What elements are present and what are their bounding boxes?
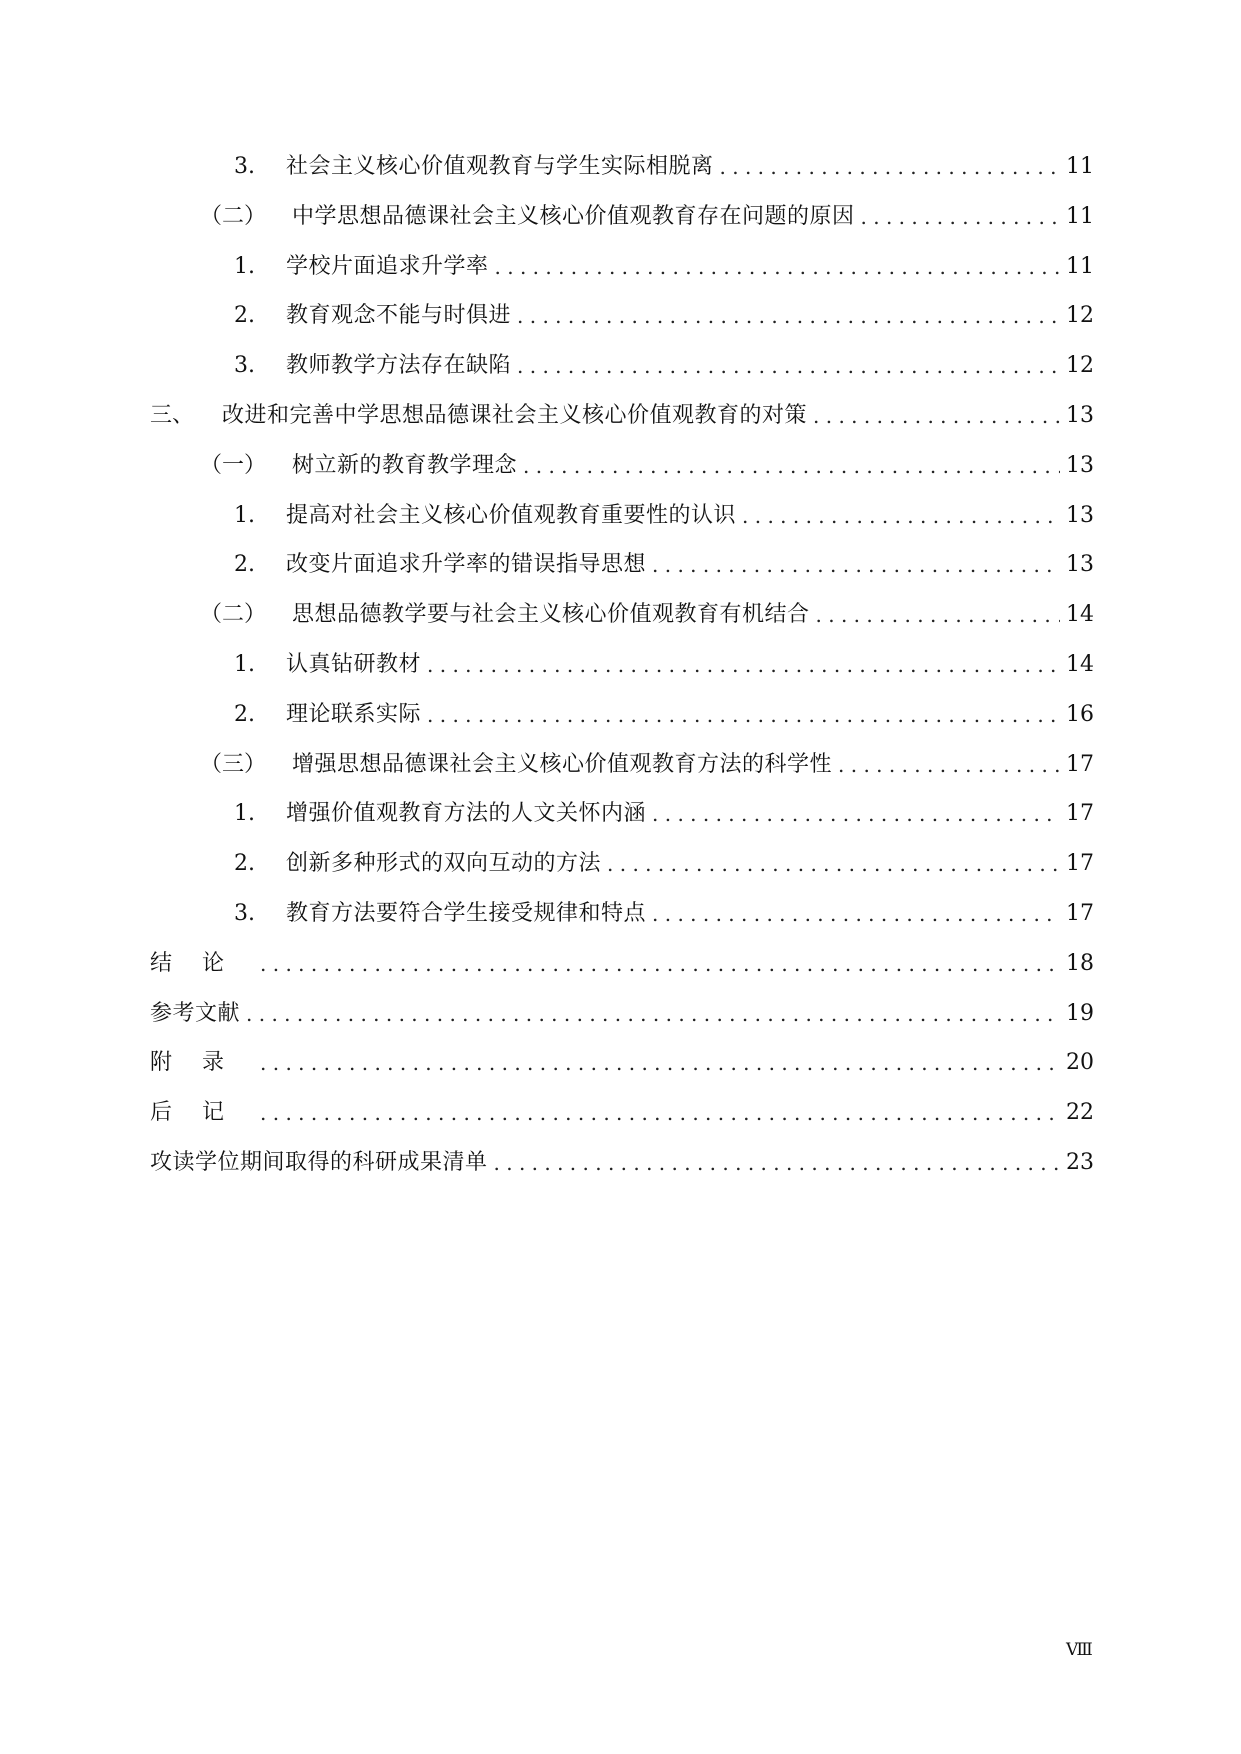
- toc-entry[interactable]: [150, 799, 1094, 849]
- toc-leader-dots: [861, 202, 1060, 232]
- toc-entry-number: 2.: [234, 552, 255, 578]
- table-of-contents: [150, 152, 1094, 1198]
- toc-leader-dots: [742, 501, 1060, 531]
- toc-entry-title: 改变片面追求升学率的错误指导思想: [286, 552, 647, 578]
- toc-entry-title: 树立新的教育教学理念: [292, 452, 518, 478]
- toc-entry-page: 17: [1066, 751, 1094, 777]
- toc-leader-dots: [260, 949, 1060, 979]
- toc-leader-dots: [260, 1098, 1060, 1128]
- toc-entry[interactable]: [150, 351, 1094, 401]
- toc-leader-dots: [517, 301, 1060, 331]
- toc-leader-dots: [495, 252, 1060, 282]
- toc-entry-number: 1.: [234, 502, 255, 528]
- toc-entry[interactable]: [150, 899, 1094, 949]
- toc-entry-number: （二）: [200, 203, 267, 229]
- toc-entry-number: 三、: [150, 402, 195, 428]
- toc-leader-dots: [427, 700, 1060, 730]
- toc-entry-page: 13: [1066, 502, 1094, 528]
- toc-leader-dots: [607, 849, 1060, 879]
- toc-entry[interactable]: [150, 401, 1094, 451]
- toc-entry-references[interactable]: [150, 999, 1094, 1049]
- toc-entry-title: 教师教学方法存在缺陷: [286, 353, 512, 379]
- toc-entry[interactable]: [150, 252, 1094, 302]
- toc-leader-dots: [652, 550, 1060, 580]
- toc-entry-page: 14: [1066, 651, 1094, 677]
- toc-entry-title: 学校片面追求升学率: [286, 253, 489, 279]
- toc-entry-title: 结论: [150, 950, 255, 976]
- toc-entry-appendix[interactable]: [150, 1048, 1094, 1098]
- toc-entry-title: 参考文献: [150, 1000, 241, 1026]
- toc-entry[interactable]: [150, 152, 1094, 202]
- toc-entry-page: 11: [1066, 154, 1094, 179]
- toc-entry-page: 12: [1066, 353, 1094, 379]
- toc-entry-research-results[interactable]: [150, 1148, 1094, 1198]
- toc-entry-title: 创新多种形式的双向互动的方法: [286, 851, 602, 877]
- toc-entry-page: 22: [1066, 1100, 1094, 1126]
- toc-entry-title: 增强价值观教育方法的人文关怀内涵: [286, 801, 647, 827]
- toc-leader-dots: [816, 600, 1060, 630]
- toc-entry-title: 中学思想品德课社会主义核心价值观教育存在问题的原因: [292, 203, 855, 229]
- toc-entry[interactable]: [150, 849, 1094, 899]
- toc-entry-number: 3.: [234, 154, 255, 179]
- toc-entry-title: 教育方法要符合学生接受规律和特点: [286, 900, 647, 926]
- toc-entry-title: 认真钻研教材: [286, 651, 422, 677]
- toc-entry-page: 12: [1066, 303, 1094, 329]
- toc-entry-title: 改进和完善中学思想品德课社会主义核心价值观教育的对策: [222, 402, 808, 428]
- toc-leader-dots: [652, 899, 1060, 929]
- toc-entry[interactable]: [150, 700, 1094, 750]
- toc-entry-page: 13: [1066, 452, 1094, 478]
- toc-entry-page: 18: [1066, 950, 1094, 976]
- toc-entry-number: 1.: [234, 651, 255, 677]
- toc-entry-page: 13: [1066, 402, 1094, 428]
- toc-entry-page: 14: [1066, 602, 1094, 628]
- toc-entry-title: 后记: [150, 1100, 255, 1126]
- toc-leader-dots: [246, 999, 1060, 1029]
- toc-entry[interactable]: [150, 600, 1094, 650]
- toc-entry-page: 17: [1066, 801, 1094, 827]
- toc-entry[interactable]: [150, 750, 1094, 800]
- toc-entry-page: 19: [1066, 1000, 1094, 1026]
- toc-entry-number: 2.: [234, 303, 255, 329]
- toc-entry-number: 1.: [234, 253, 255, 279]
- toc-entry[interactable]: [150, 550, 1094, 600]
- toc-entry-page: 16: [1066, 701, 1094, 727]
- page-number: Ⅷ: [1066, 1640, 1094, 1660]
- toc-entry-postscript[interactable]: [150, 1098, 1094, 1148]
- toc-entry-title: 提高对社会主义核心价值观教育重要性的认识: [286, 502, 737, 528]
- toc-entry[interactable]: [150, 650, 1094, 700]
- toc-leader-dots: [813, 401, 1060, 431]
- toc-entry-page: 17: [1066, 900, 1094, 926]
- toc-entry-page: 11: [1066, 253, 1094, 279]
- toc-entry[interactable]: [150, 301, 1094, 351]
- toc-entry-page: 11: [1066, 203, 1094, 229]
- toc-entry[interactable]: [150, 451, 1094, 501]
- toc-entry-title: 增强思想品德课社会主义核心价值观教育方法的科学性: [292, 751, 833, 777]
- toc-entry-title: 理论联系实际: [286, 701, 422, 727]
- toc-entry-number: 3.: [234, 900, 255, 926]
- toc-leader-dots: [260, 1048, 1060, 1078]
- toc-entry-number: 1.: [234, 801, 255, 827]
- toc-entry-page: 13: [1066, 552, 1094, 578]
- toc-leader-dots: [427, 650, 1060, 680]
- toc-leader-dots: [838, 750, 1060, 780]
- toc-entry-number: 3.: [234, 353, 255, 379]
- toc-entry-number: 2.: [234, 701, 255, 727]
- toc-entry-page: 23: [1066, 1149, 1094, 1175]
- toc-leader-dots: [494, 1148, 1060, 1178]
- toc-entry[interactable]: [150, 501, 1094, 551]
- toc-entry-number: 2.: [234, 851, 255, 877]
- toc-entry-number: （三）: [200, 751, 267, 777]
- toc-entry[interactable]: [150, 202, 1094, 252]
- toc-entry-conclusion[interactable]: [150, 949, 1094, 999]
- toc-leader-dots: [652, 799, 1060, 829]
- toc-entry-page: 17: [1066, 851, 1094, 877]
- toc-leader-dots: [720, 152, 1060, 182]
- toc-entry-title: 思想品德教学要与社会主义核心价值观教育有机结合: [292, 602, 810, 628]
- toc-entry-page: 20: [1066, 1050, 1094, 1076]
- toc-leader-dots: [523, 451, 1060, 481]
- toc-leader-dots: [517, 351, 1060, 381]
- toc-entry-title: 社会主义核心价值观教育与学生实际相脱离: [286, 154, 714, 179]
- toc-entry-title: 攻读学位期间取得的科研成果清单: [150, 1149, 488, 1175]
- toc-entry-title: 教育观念不能与时俱进: [286, 303, 512, 329]
- toc-entry-number: （一）: [200, 452, 267, 478]
- toc-entry-number: （二）: [200, 602, 267, 628]
- toc-entry-title: 附录: [150, 1050, 255, 1076]
